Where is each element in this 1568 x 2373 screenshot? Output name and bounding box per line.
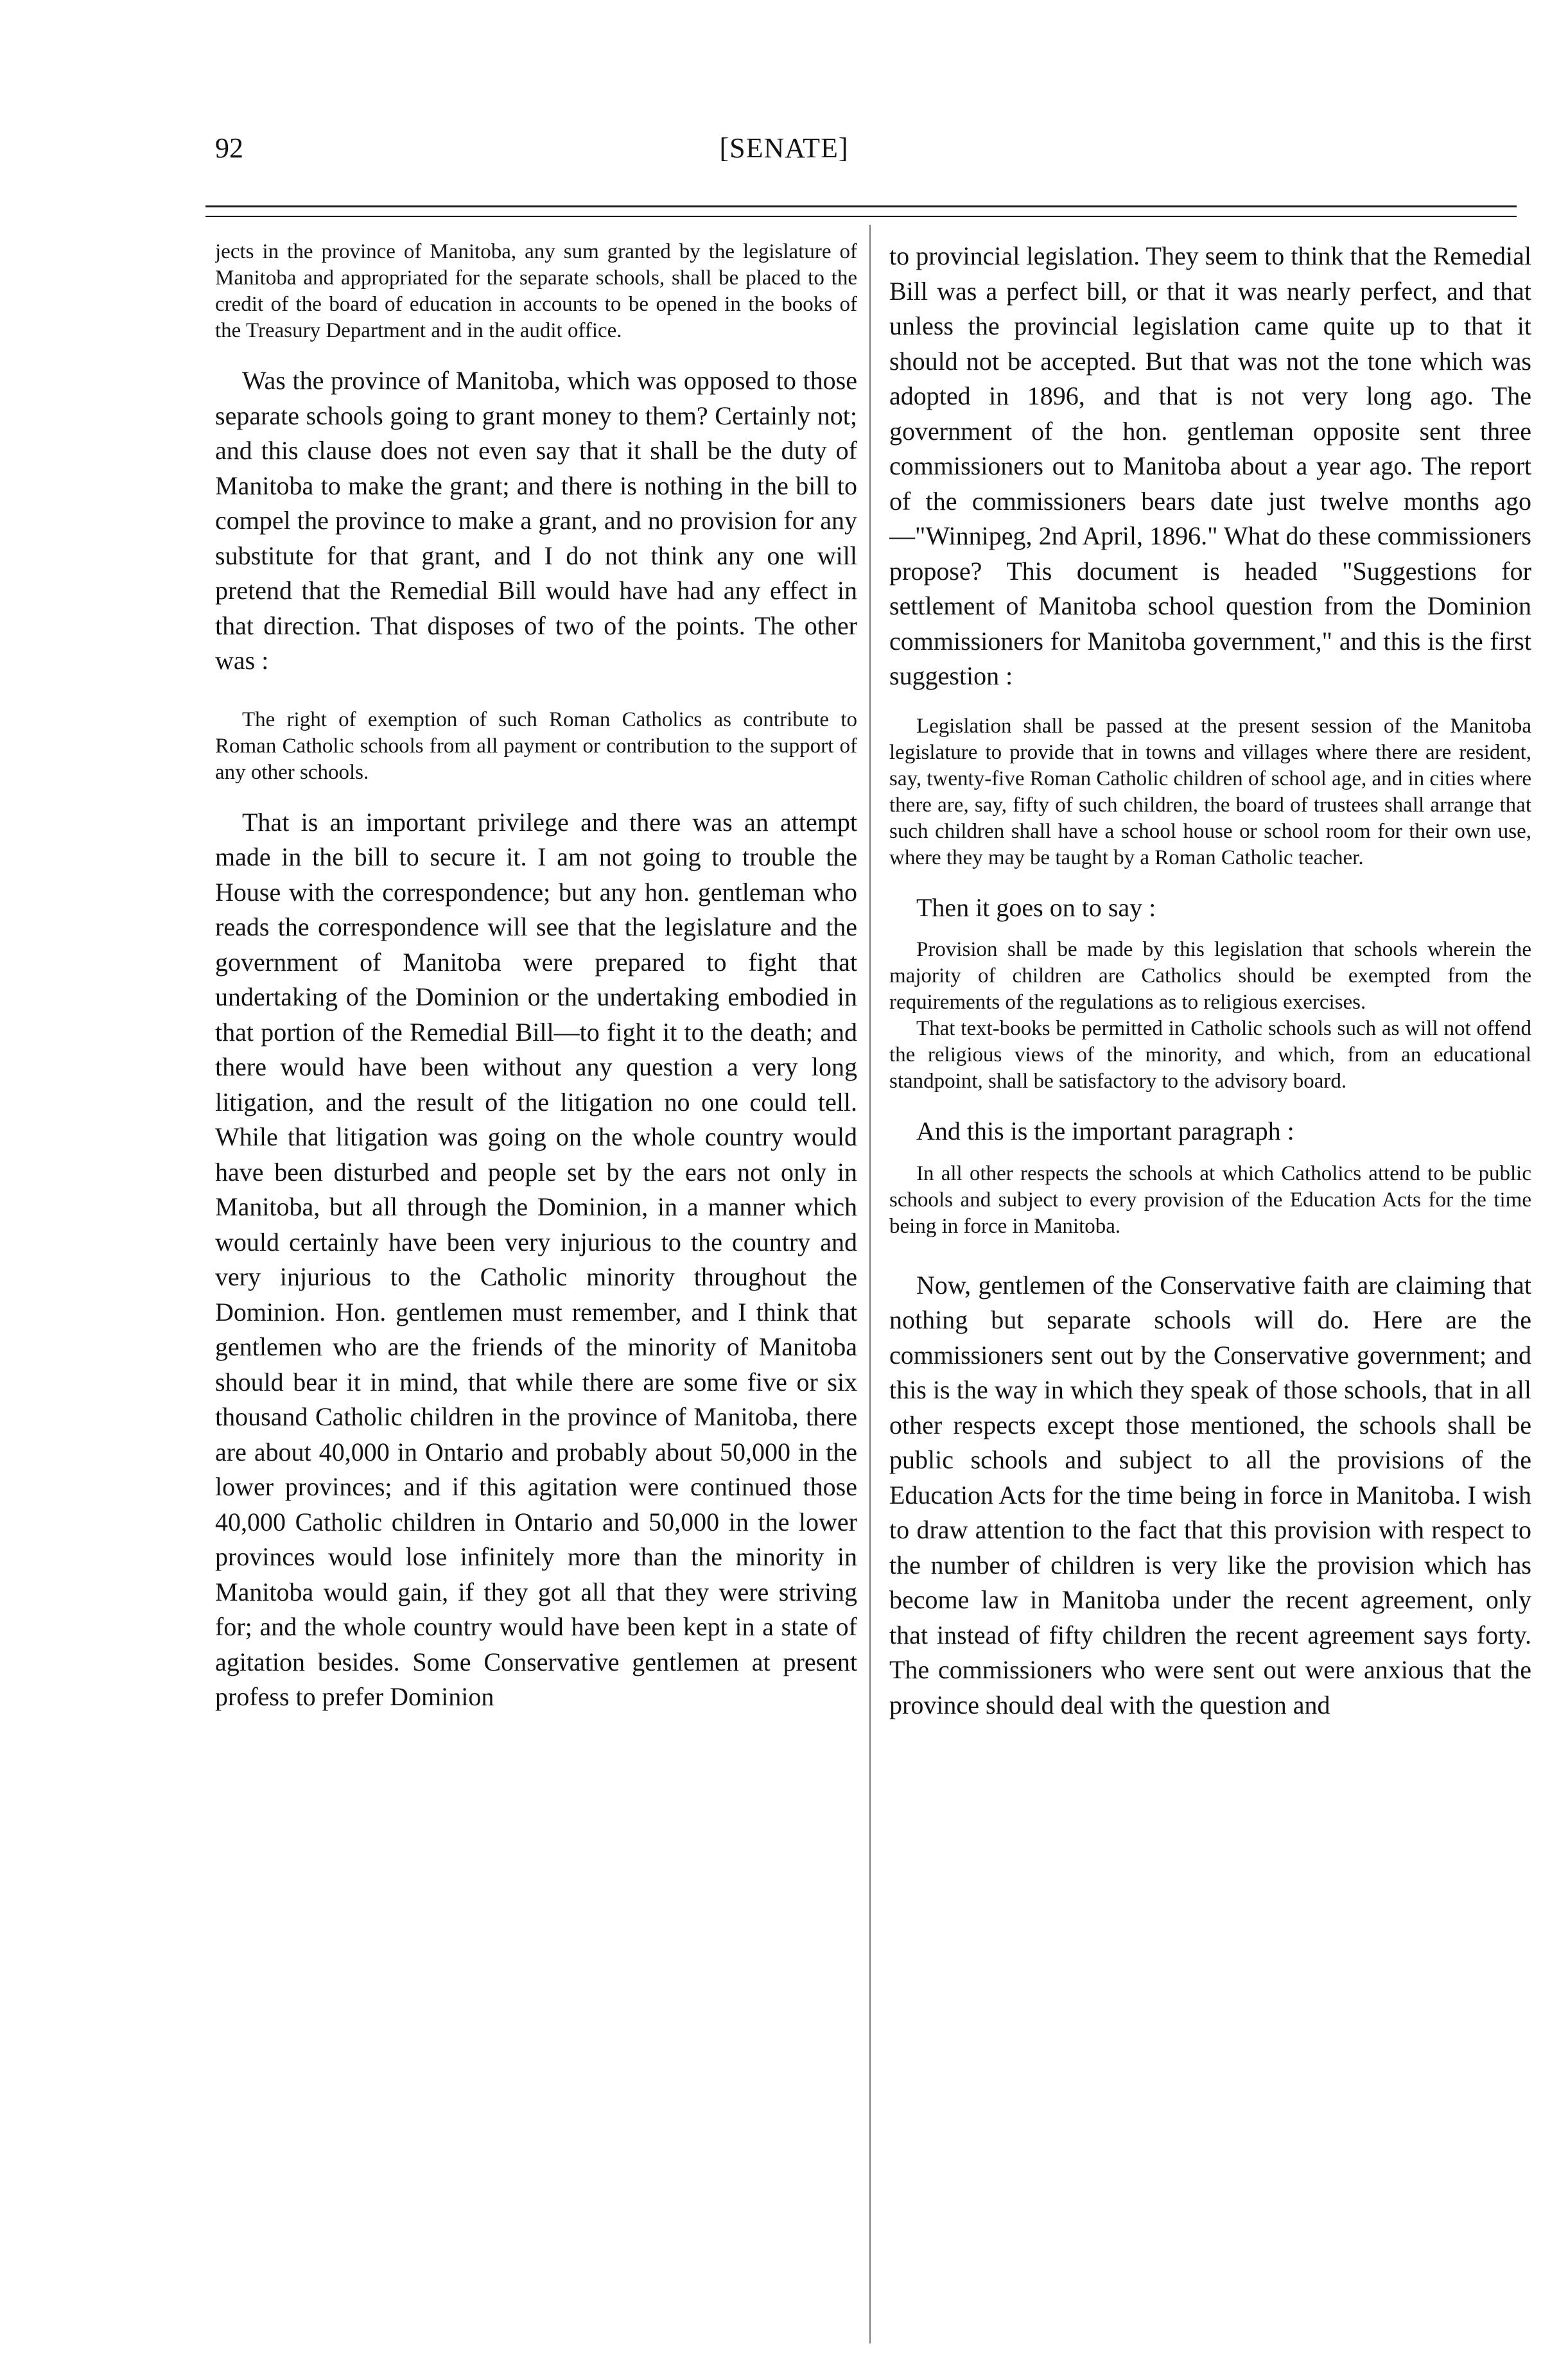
header-rule-top <box>205 205 1517 207</box>
right-paragraph-1: to provincial legislation. They seem to think that the Remedial Bill was a perfect bill, or that it was nearly perfect, and that unless the provincial legislation came quite up to that it should not be accepted. But that was not the tone which was adopted in 1896, and that is not very long ago. The government of the hon. gentleman opposite sent three commissioners out to Manitoba about a year ago. The report of the commissioners bears date just twelve months ago—"Winnipeg, 2nd April, 1896." What do these commissioners propose? This document is headed "Suggestions for settlement of Manitoba school question from the Dominion commissioners for Manitoba government," and this is the first suggestion : <box>889 241 1531 690</box>
page-number: 92 <box>215 132 243 164</box>
left-quote-2: The right of exemption of such Roman Catholics as contribute to Roman Catholic schools from all payment or contribution to the support of any other schools. <box>215 708 857 784</box>
right-quote-1: Legislation shall be passed at the present session of the Manitoba legislature to provide that in towns and villages where there are resident, say, twenty-five Roman Catholic children of school age, and in cities where there are, say, fifty of such children, the board of trustees shall arrange that such children shall have a school house or school room for their own use, where they may be taught by a Roman Catholic teacher. <box>889 714 1531 869</box>
right-quote-4: In all other respects the schools at which Catholics attend to be public schools and subject to every provision of the Education Acts for the time being in force in Manitoba. <box>889 1161 1531 1238</box>
left-paragraph-1: Was the province of Manitoba, which was opposed to those separate schools going to grant money to them? Certainly not; and this clause does not even say that it shall be the duty of Manitoba to make the grant; and there is nothing in the bill to compel the province to make a grant, and no provision for any substitute for that grant, and I do not think any one will pretend that the Remedial Bill would have had any effect in that direction. That disposes of two of the points. The other was : <box>215 366 857 675</box>
right-paragraph-3: And this is the important paragraph : <box>916 1117 1294 1145</box>
right-column <box>889 239 1531 2351</box>
right-quote-3: That text-books be permitted in Catholic schools such as will not offend the religious views of the minority, and which, from an educational standpoint, shall be satisfactory to the advisory board. <box>889 1017 1531 1093</box>
column-divider <box>869 225 871 2343</box>
header-rule-bottom <box>205 216 1517 217</box>
right-quote-2: Provision shall be made by this legislation that schools wherein the majority of children are Catholics should be exempted from the requirements of the regulations as to religious exercises. <box>889 938 1531 1014</box>
left-quote-1: jects in the province of Manitoba, any sum granted by the legislature of Manitoba and appropriated for the separate schools, shall be placed to the credit of the board of education in accounts to be opened in the books of the Treasury Department and in the audit office. <box>215 240 857 342</box>
left-paragraph-2: That is an important privilege and there was an attempt made in the bill to secure it. I am not going to trouble the House with the correspondence; but any hon. gentleman who reads the correspondence will see that the legislature and the government of Manitoba were prepared to fight that undertaking of the Dominion or the undertaking embodied in that portion of the Remedial Bill—to fight it to the death; and there would have been without any question a very long litigation, and the result of the litigation no one could tell. While that litigation was going on the whole country would have been disturbed and people set by the ears not only in Manitoba, but all through the Dominion, in a manner which would certainly have been very injurious to the country and very injurious to the Catholic minority throughout the Dominion. Hon. gentlemen must remember, and I think that gentlemen who are the friends of the minority of Manitoba should bear it in mind, that while there are some five or six thousand Catholic children in the province of Manitoba, there are about 40,000 in Ontario and probably about 50,000 in the lower provinces; and if this agitation were continued those 40,000 Catholic children in Ontario and 50,000 in the lower provinces would lose infinitely more than the minority in Manitoba would gain, if they got all that they were striving for; and the whole country would have been kept in a state of agitation besides. Some Conservative gentlemen at present profess to prefer Dominion <box>215 807 857 1711</box>
right-paragraph-4: Now, gentlemen of the Conservative faith are claiming that nothing but separate schools will do. Here are the commissioners sent out by the Conservative government; and this is the way in which they speak of those schools, that in all other respects except those mentioned, the schools shall be public schools and subject to all the provisions of the Education Acts for the time being in force in Manitoba. I wish to draw attention to the fact that this provision with respect to the number of children is very like the provision which has become law in Manitoba under the recent agreement, only that instead of fifty children the recent agreement says forty. The commissioners who were sent out were anxious that the province should deal with the question and <box>889 1270 1531 1719</box>
left-column <box>215 239 857 2351</box>
running-head: [SENATE] <box>719 132 849 164</box>
right-paragraph-2: Then it goes on to say : <box>916 892 1156 922</box>
